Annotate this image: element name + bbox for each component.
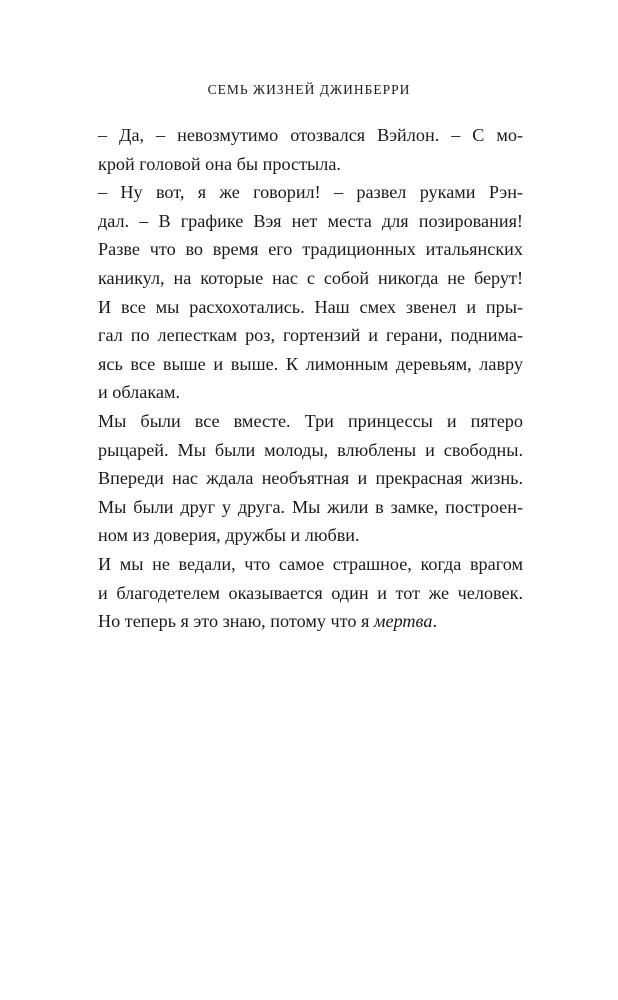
text-line: Впереди нас ждала необъятная и прекрасная жизнь. xyxy=(98,468,523,489)
text-line: ном из доверия, дружбы и любви. xyxy=(98,525,360,546)
paragraph-6 xyxy=(98,607,523,636)
paragraph-3 xyxy=(98,293,523,407)
text-line: гал по лепесткам роз, гортензий и герани, поднима- xyxy=(98,325,523,346)
running-head: СЕМЬ ЖИЗНЕЙ ДЖИНБЕРРИ xyxy=(207,82,411,97)
text-line: рыцарей. Мы были молоды, влюблены и свободны. xyxy=(98,439,523,460)
text-line: Мы были друг у друга. Мы жили в замке, построен- xyxy=(98,496,523,517)
text-line xyxy=(98,607,523,636)
text-line: И мы не ведали, что самое страшное, когда врагом xyxy=(98,553,523,574)
text-run: Но теперь я это знаю, потому что я xyxy=(98,611,374,632)
text-line: крой головой она бы простыла. xyxy=(98,153,341,174)
text-line: И все мы расхохотались. Наш смех звенел и пры- xyxy=(98,296,523,317)
paragraph-2 xyxy=(98,178,523,292)
text-line: каникул, на которые нас с собой никогда не берут! xyxy=(98,267,523,288)
text-line: и облакам. xyxy=(98,382,181,403)
text-line: дал. – В графике Вэя нет места для позирования! xyxy=(98,210,523,231)
body-text xyxy=(98,121,523,636)
text-line: Мы были все вместе. Три принцессы и пятеро xyxy=(98,410,523,431)
paragraph-4 xyxy=(98,407,523,550)
text-line: – Да, – невозмутимо отозвался Вэйлон. – С мо- xyxy=(98,125,523,145)
text-line: – Ну вот, я же говорил! – развел руками Рэн- xyxy=(98,182,523,203)
text-line: Разве что во время его традиционных итальянских xyxy=(98,239,523,260)
italic-word: мертва xyxy=(373,611,433,632)
text-run: . xyxy=(432,611,437,632)
text-line: и благодетелем оказывается один и тот же человек. xyxy=(98,582,523,603)
paragraph-5 xyxy=(98,550,523,607)
paragraph-1 xyxy=(98,121,523,178)
text-line: ясь все выше и выше. К лимонным деревьям, лавру xyxy=(98,353,523,374)
